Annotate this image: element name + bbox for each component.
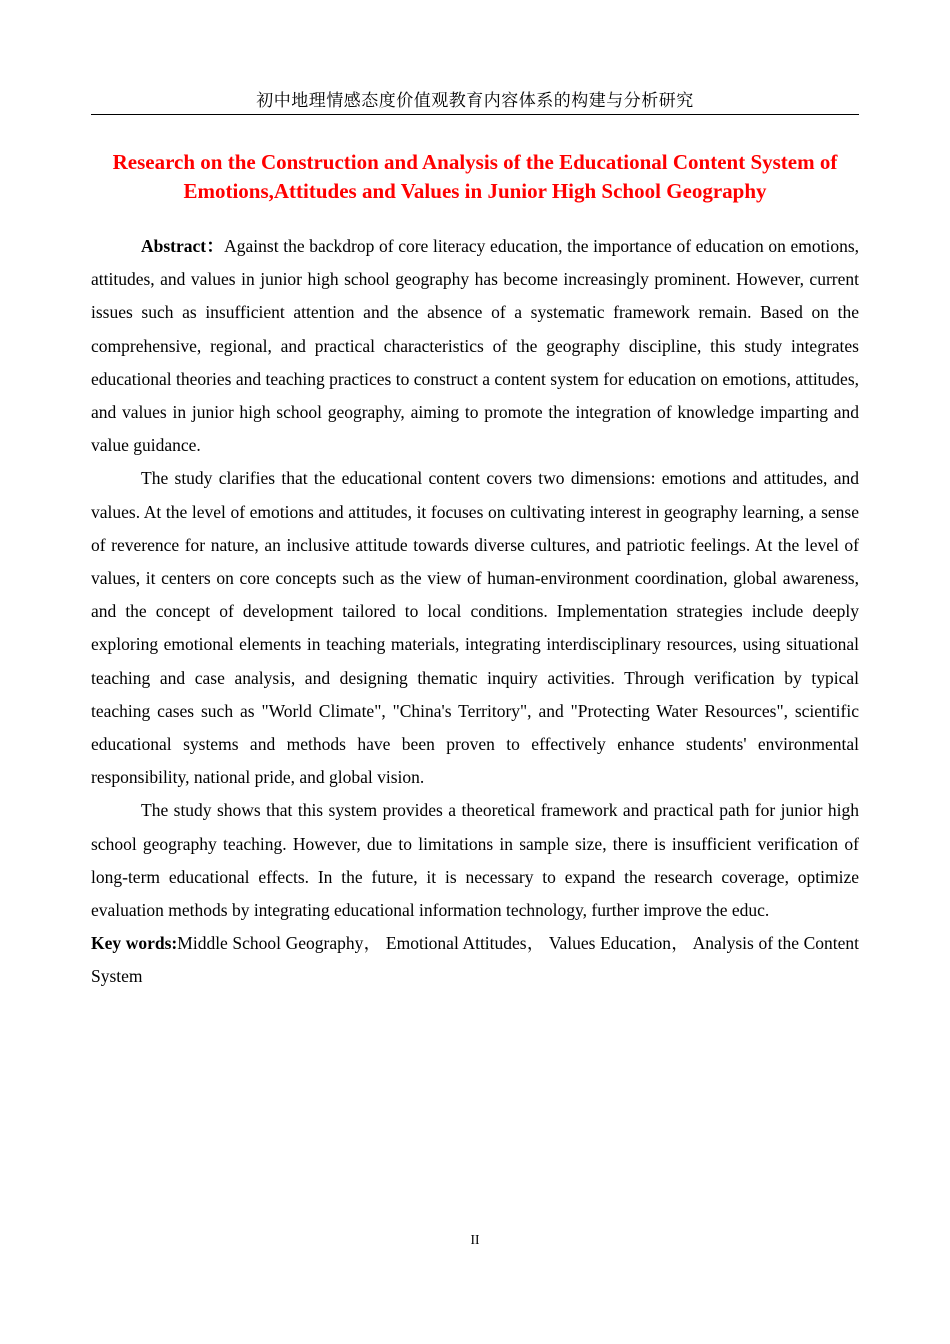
abstract-paragraph-1-text: Against the backdrop of core literacy education, the importance of education on emotions, attitudes, and values in junior high school geography has become increasingly prominent. However, current issues such as insufficient attention and the absence of a systematic framework remain. Based on the comprehensive, regional, and practical characteristics of the geography discipline, this study integrates educational theories and teaching practices to construct a content system for education on emotions, attitudes, and values in junior high school geography, aiming to promote the integration of knowledge imparting and value guidance. bbox=[91, 236, 860, 456]
running-header-text: 初中地理情感态度价值观教育内容体系的构建与分析研究 bbox=[256, 91, 694, 110]
document-title: Research on the Construction and Analysis of the Educational Content System of Emotions,Attitudes and Values in Junior High School Geography bbox=[112, 150, 838, 203]
abstract-paragraph-1 bbox=[91, 230, 859, 462]
abstract-section bbox=[91, 230, 859, 994]
abstract-paragraph-2: The study clarifies that the educational content covers two dimensions: emotions and attitudes, and values. At the level of emotions and attitudes, it focuses on cultivating interest in geography learning, a sense of reverence for nature, an inclusive attitude towards diverse cultures, and patriotic feelings. At the level of values, it centers on core concepts such as the view of human-environment coordination, global awareness, and the concept of development tailored to local conditions. Implementation strategies include deeply exploring emotional elements in teaching materials, integrating interdisciplinary resources, using situational teaching and case analysis, and designing thematic inquiry activities. Through verification by typical teaching cases such as "World Climate", "China's Territory", and "Protecting Water Resources", scientific educational systems and methods have been proven to effectively enhance students' environmental responsibility, national pride, and global vision. bbox=[91, 468, 859, 788]
abstract-paragraph-3: The study shows that this system provides a theoretical framework and practical path for junior high school geography teaching. However, due to limitations in sample size, there is insufficient verification of long-term educational effects. In the future, it is necessary to expand the research coverage, optimize evaluation methods by integrating educational information technology, further improve the educ. bbox=[91, 800, 859, 921]
abstract-label: Abstract： bbox=[141, 236, 225, 256]
keywords-text: Middle School Geography， Emotional Attitudes， Values Education， Analysis of the Content System bbox=[91, 933, 860, 987]
page-number: II bbox=[470, 1232, 480, 1247]
running-header bbox=[91, 0, 859, 115]
keywords-label: Key words: bbox=[91, 933, 178, 954]
keywords-line bbox=[91, 927, 859, 993]
